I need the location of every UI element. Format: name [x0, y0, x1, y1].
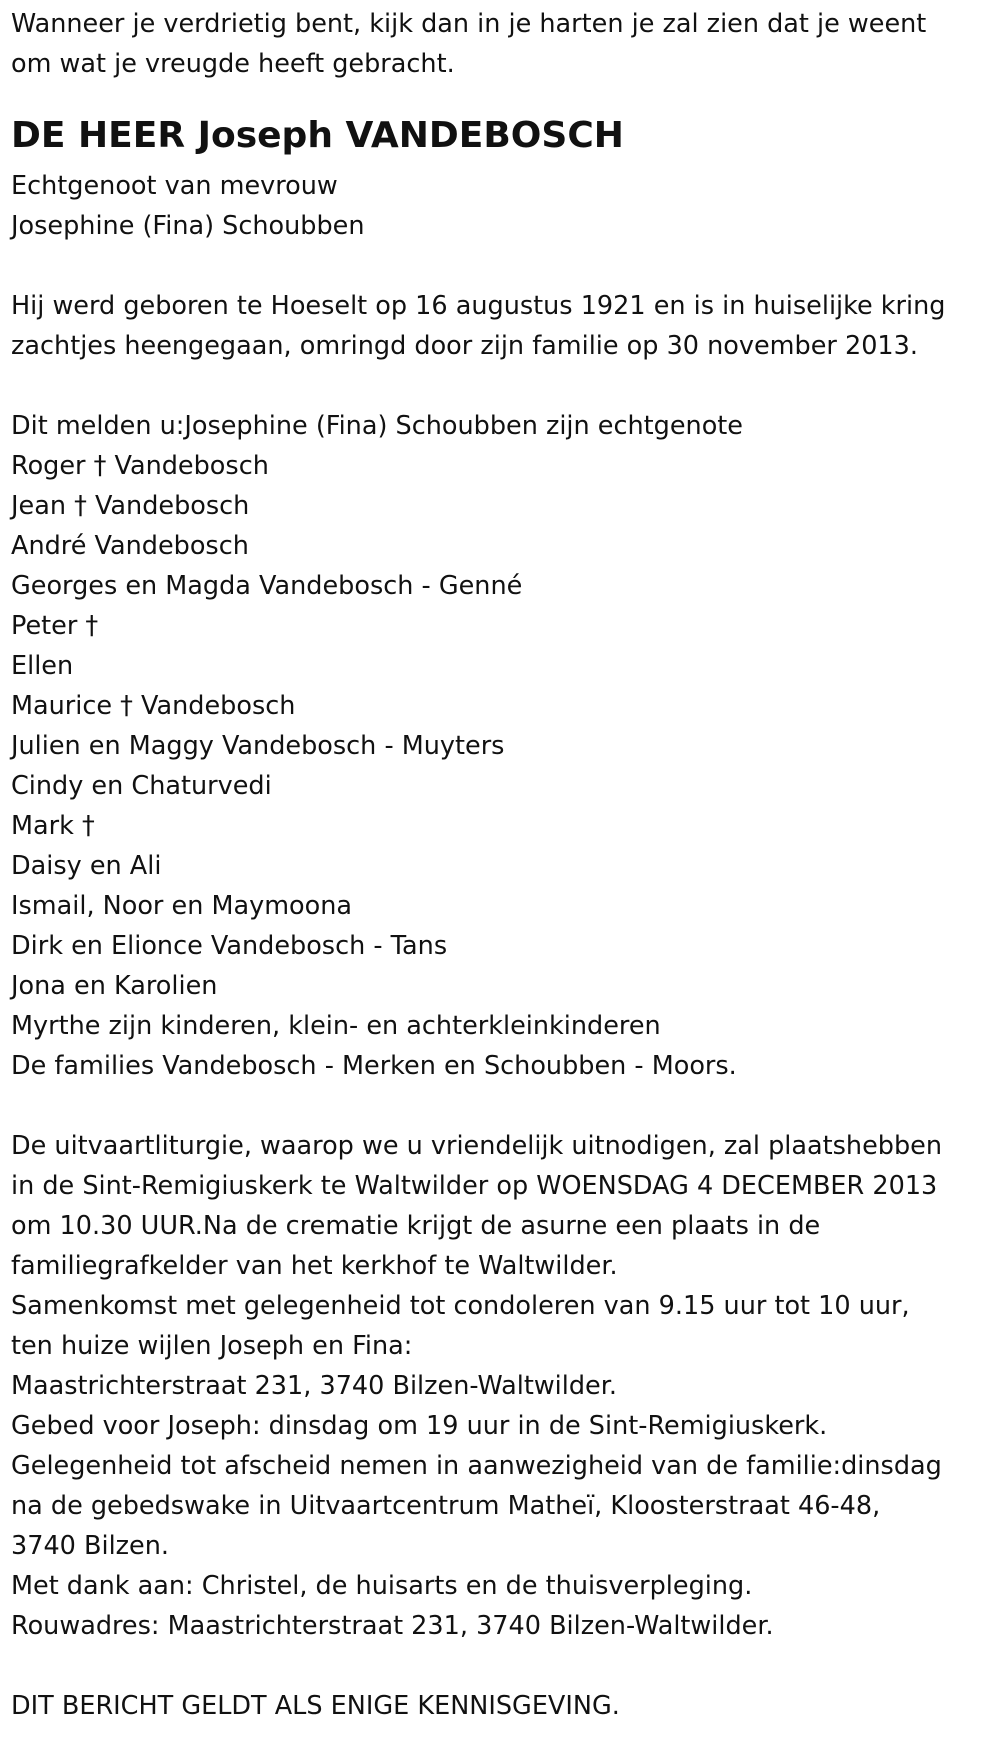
family-line: André Vandebosch	[11, 531, 249, 561]
family-line: Peter †	[11, 611, 99, 641]
family-line: Ismail, Noor en Maymoona	[11, 891, 353, 921]
ceremony-line: Maastrichterstraat 231, 3740 Bilzen-Waltwilder.	[11, 1371, 617, 1401]
birth-line: zachtjes heengegaan, omringd door zijn familie op 30 november 2013.	[11, 331, 918, 361]
ceremony-line: familiegrafkelder van het kerkhof te Waltwilder.	[11, 1251, 618, 1281]
spouse-line: Echtgenoot van mevrouw	[11, 171, 338, 201]
birth-line: Hij werd geboren te Hoeselt op 16 augustus 1921 en is in huiselijke kring	[11, 291, 946, 321]
ceremony-line: Samenkomst met gelegenheid tot condoleren van 9.15 uur tot 10 uur,	[11, 1291, 910, 1321]
ceremony-line: om 10.30 UUR.Na de crematie krijgt de asurne een plaats in de	[11, 1211, 821, 1241]
ceremony-info	[11, 1126, 1000, 1646]
ceremony-line: Met dank aan: Christel, de huisarts en de thuisverpleging.	[11, 1571, 753, 1601]
ceremony-line: Rouwadres: Maastrichterstraat 231, 3740 Bilzen-Waltwilder.	[11, 1611, 774, 1641]
spouse-info	[11, 166, 1000, 246]
family-line: Cindy en Chaturvedi	[11, 771, 272, 801]
family-line: Dirk en Elionce Vandebosch - Tans	[11, 931, 448, 961]
ceremony-line: Gelegenheid tot afscheid nemen in aanwezigheid van de familie:dinsdag	[11, 1451, 942, 1481]
ceremony-line: De uitvaartliturgie, waarop we u vriendelijk uitnodigen, zal plaatshebben	[11, 1131, 942, 1161]
family-line: Dit melden u:Josephine (Fina) Schoubben zijn echtgenote	[11, 411, 743, 441]
ceremony-line: 3740 Bilzen.	[11, 1531, 170, 1561]
family-line: Georges en Magda Vandebosch - Genné	[11, 571, 523, 601]
closing-line: DIT BERICHT GELDT ALS ENIGE KENNISGEVING.	[11, 1691, 620, 1721]
ceremony-line: Gebed voor Joseph: dinsdag om 19 uur in de Sint-Remigiuskerk.	[11, 1411, 828, 1441]
closing-notice	[11, 1686, 1000, 1726]
intro-line: om wat je vreugde heeft gebracht.	[11, 49, 455, 79]
ceremony-line: na de gebedswake in Uitvaartcentrum Matheï, Kloosterstraat 46-48,	[11, 1491, 881, 1521]
family-line: Jean † Vandebosch	[11, 491, 250, 521]
family-line: Mark †	[11, 811, 95, 841]
deceased-name-title: DE HEER Joseph VANDEBOSCH	[11, 115, 624, 156]
intro-line: Wanneer je verdrietig bent, kijk dan in je harten je zal zien dat je weent	[11, 9, 927, 39]
family-line: Jona en Karolien	[11, 971, 218, 1001]
family-line: Myrthe zijn kinderen, klein- en achterkleinkinderen	[11, 1011, 661, 1041]
family-line: Maurice † Vandebosch	[11, 691, 296, 721]
ceremony-line: in de Sint-Remigiuskerk te Waltwilder op WOENSDAG 4 DECEMBER 2013	[11, 1171, 938, 1201]
family-line: De families Vandebosch - Merken en Schoubben - Moors.	[11, 1051, 737, 1081]
ceremony-line: ten huize wijlen Joseph en Fina:	[11, 1331, 413, 1361]
birth-death-info	[11, 286, 1000, 366]
spouse-line: Josephine (Fina) Schoubben	[11, 211, 365, 241]
family-line: Julien en Maggy Vandebosch - Muyters	[11, 731, 505, 761]
family-line: Ellen	[11, 651, 74, 681]
intro-quote	[11, 4, 1000, 84]
family-line: Daisy en Ali	[11, 851, 162, 881]
family-line: Roger † Vandebosch	[11, 451, 269, 481]
family-list	[11, 406, 1000, 1086]
